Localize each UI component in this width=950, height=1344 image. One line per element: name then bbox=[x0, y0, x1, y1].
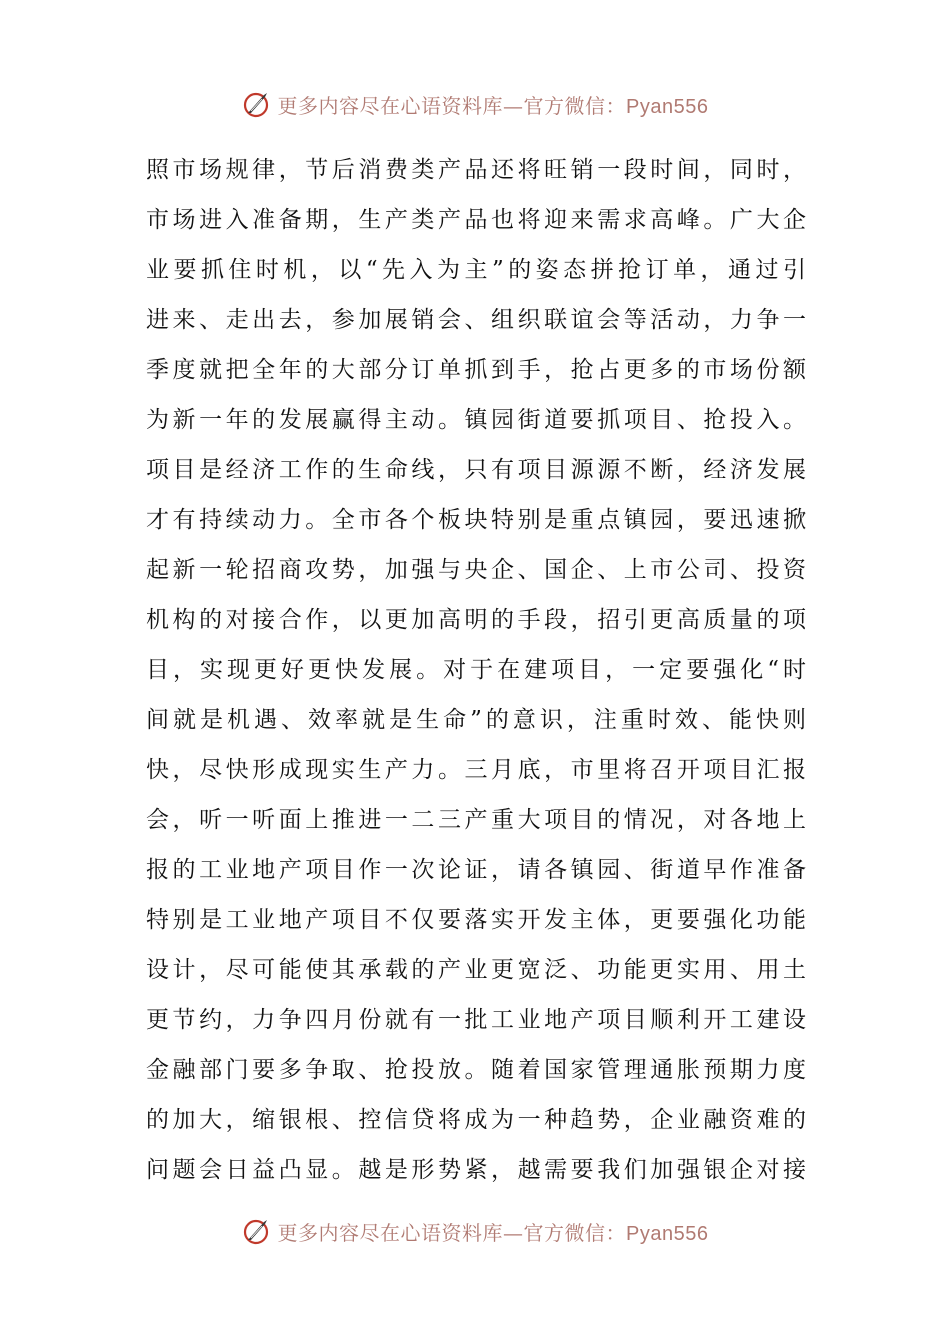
quill-logo-icon bbox=[242, 1216, 272, 1246]
body-line: 季度就把全年的大部分订单抓到手，抢占更多的市场份额 bbox=[146, 357, 806, 383]
header-brand-label: 更多内容尽在心语资料库—官方微信： bbox=[277, 93, 627, 118]
body-line: 进来、走出去，参加展销会、组织联谊会等活动，力争一 bbox=[146, 307, 806, 333]
body-line: 照市场规律，节后消费类产品还将旺销一段时间，同时， bbox=[146, 157, 806, 183]
header-brand-text bbox=[278, 90, 709, 119]
body-line: 机构的对接合作，以更加高明的手段，招引更高质量的项 bbox=[146, 607, 806, 633]
body-line: 快，尽快形成现实生产力。三月底，市里将召开项目汇报 bbox=[146, 757, 806, 783]
header-watermark bbox=[0, 84, 950, 124]
body-line: 为新一年的发展赢得主动。镇园街道要抓项目、抢投入。 bbox=[146, 407, 806, 433]
body-line: 项目是经济工作的生命线，只有项目源源不断，经济发展 bbox=[146, 457, 806, 483]
document-body bbox=[146, 145, 806, 1195]
header-wechat-id: Pyan556 bbox=[626, 95, 709, 118]
body-line: 更节约，力争四月份就有一批工业地产项目顺利开工建设 bbox=[146, 1007, 806, 1033]
body-line: 起新一轮招商攻势，加强与央企、国企、上市公司、投资 bbox=[146, 557, 806, 583]
body-line: 特别是工业地产项目不仅要落实开发主体，更要强化功能 bbox=[146, 907, 806, 933]
footer-wechat-id: Pyan556 bbox=[626, 1222, 709, 1245]
body-line: 设计，尽可能使其承载的产业更宽泛、功能更实用、用土 bbox=[146, 957, 806, 983]
footer-brand-label: 更多内容尽在心语资料库—官方微信： bbox=[277, 1220, 627, 1245]
body-line: 业要抓住时机，以“先入为主”的姿态拼抢订单，通过引 bbox=[146, 257, 806, 283]
body-line: 的加大，缩银根、控信贷将成为一种趋势，企业融资难的 bbox=[146, 1107, 806, 1133]
footer-brand-text bbox=[278, 1217, 709, 1246]
body-line: 报的工业地产项目作一次论证，请各镇园、街道早作准备 bbox=[146, 857, 806, 883]
body-line: 会，听一听面上推进一二三产重大项目的情况，对各地上 bbox=[146, 807, 806, 833]
body-line: 才有持续动力。全市各个板块特别是重点镇园，要迅速掀 bbox=[146, 507, 806, 533]
body-line: 问题会日益凸显。越是形势紧，越需要我们加强银企对接 bbox=[146, 1157, 806, 1183]
body-line: 金融部门要多争取、抢投放。随着国家管理通胀预期力度 bbox=[146, 1057, 806, 1083]
quill-logo-icon bbox=[242, 89, 272, 119]
footer-watermark bbox=[0, 1211, 950, 1251]
body-line: 市场进入准备期，生产类产品也将迎来需求高峰。广大企 bbox=[146, 207, 806, 233]
body-line: 目，实现更好更快发展。对于在建项目，一定要强化“时 bbox=[146, 657, 806, 683]
body-line: 间就是机遇、效率就是生命”的意识，注重时效、能快则 bbox=[146, 707, 806, 733]
